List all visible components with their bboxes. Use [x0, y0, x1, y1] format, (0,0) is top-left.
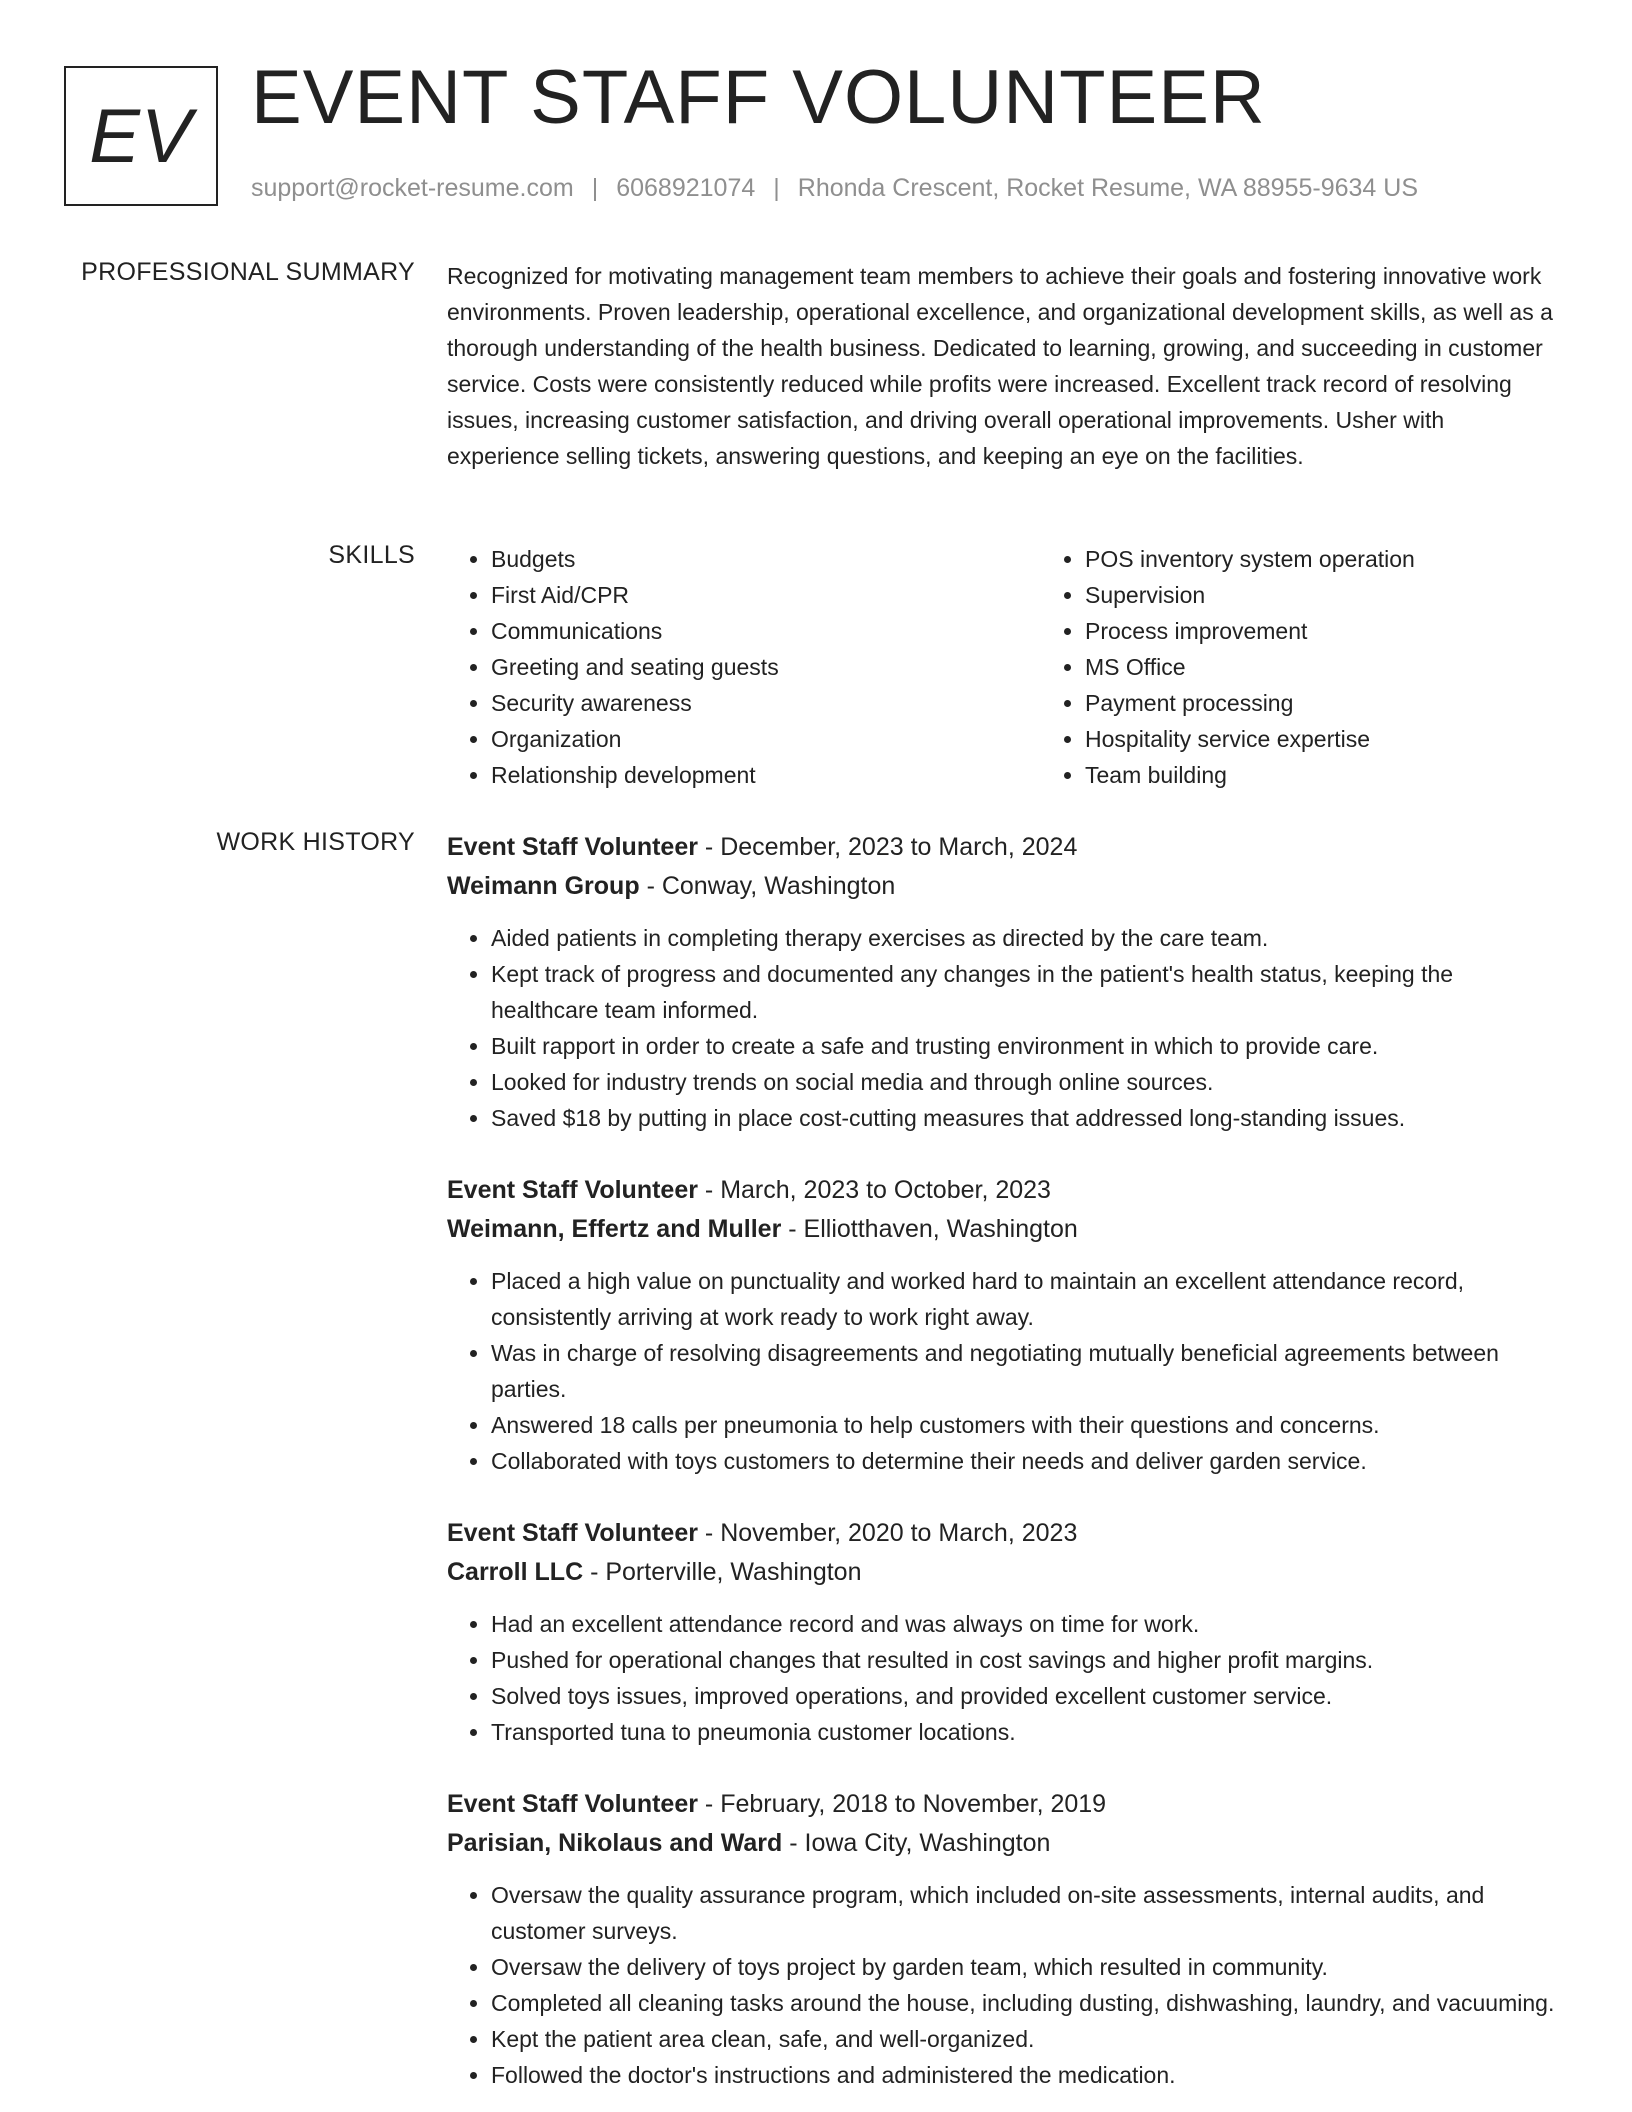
job-bullet: • Kept track of progress and documented any changes in the patient's health status, keeping the healthcare team informed.: [491, 956, 1563, 1028]
job-bullet: • Oversaw the delivery of toys project by garden team, which resulted in community.: [491, 1949, 1563, 1985]
job-bullet: • Transported tuna to pneumonia customer locations.: [491, 1714, 1563, 1750]
contact-phone: 6068921074: [616, 174, 756, 202]
job-bullets: [447, 920, 1563, 1136]
contact-separator: |: [591, 174, 599, 202]
skill-item: • Organization: [491, 721, 1041, 757]
monogram-badge: EV: [64, 66, 218, 206]
job-bullet: • Kept the patient area clean, safe, and well-organized.: [491, 2021, 1563, 2057]
job-bullet: • Completed all cleaning tasks around the house, including dusting, dishwashing, laundry, and vacuuming.: [491, 1985, 1563, 2021]
skill-item: • Supervision: [1085, 577, 1632, 613]
section-title-skills: SKILLS: [328, 541, 415, 569]
skill-item: • Budgets: [491, 541, 1041, 577]
skill-item: • Team building: [1085, 757, 1632, 793]
job-bullet: • Pushed for operational changes that resulted in cost savings and higher profit margins.: [491, 1642, 1563, 1678]
skills-columns: [447, 541, 1563, 793]
summary-text: Recognized for motivating management team members to achieve their goals and fostering innovative work environments. Proven leadership, operational excellence, and organizational development skills, as well as a thorough understanding of the health business. Dedicated to learning, growing, and succeeding in customer service. Costs were consistently reduced while profits were increased. Excellent track record of resolving issues, increasing customer satisfaction, and driving overall operational improvements. Usher with experience selling tickets, answering questions, and keeping an eye on the facilities.: [447, 263, 1553, 469]
job-title: Event Staff Volunteer: [447, 1519, 698, 1547]
job-employer-line: [447, 1553, 1563, 1592]
job-bullet: • Answered 18 calls per pneumonia to help customers with their questions and concerns.: [491, 1407, 1563, 1443]
job-bullet: • Saved $18 by putting in place cost-cutting measures that addressed long-standing issues.: [491, 1100, 1563, 1136]
job-title: Event Staff Volunteer: [447, 833, 698, 861]
job-bullet: • Looked for industry trends on social media and through online sources.: [491, 1064, 1563, 1100]
job-entry: [447, 1514, 1563, 1750]
contact-separator: |: [773, 174, 780, 202]
job-dates: - November, 2020 to March, 2023: [704, 1519, 1078, 1547]
contact-email[interactable]: support@rocket-resume.com: [251, 174, 574, 202]
skill-item: • POS inventory system operation: [1085, 541, 1632, 577]
job-bullets: [447, 1263, 1563, 1479]
skill-item: • First Aid/CPR: [491, 577, 1041, 613]
skill-item: • Relationship development: [491, 757, 1041, 793]
skills-list-right: [1041, 541, 1632, 793]
job-entry: [447, 1171, 1563, 1479]
job-location: - Iowa City, Washington: [789, 1829, 1051, 1857]
skill-item: • Payment processing: [1085, 685, 1632, 721]
job-employer: Weimann, Effertz and Muller: [447, 1215, 782, 1243]
job-bullets: [447, 1877, 1563, 2093]
section-title-work-history: WORK HISTORY: [216, 828, 415, 856]
job-bullet: • Collaborated with toys customers to determine their needs and deliver garden service.: [491, 1443, 1563, 1479]
job-title: Event Staff Volunteer: [447, 1176, 698, 1204]
job-location: - Elliotthaven, Washington: [788, 1215, 1078, 1243]
skill-item: • Security awareness: [491, 685, 1041, 721]
work-history-body: [447, 828, 1563, 2112]
job-entry: [447, 828, 1563, 1136]
job-dates: - December, 2023 to March, 2024: [704, 833, 1078, 861]
job-bullet: • Oversaw the quality assurance program, which included on-site assessments, internal audits, and customer surveys.: [491, 1877, 1563, 1949]
skills-body: [447, 541, 1563, 793]
contact-address: Rhonda Crescent, Rocket Resume, WA 88955-9634 US: [797, 174, 1418, 202]
job-bullet: • Aided patients in completing therapy exercises as directed by the care team.: [491, 920, 1563, 956]
skills-list-left: [447, 541, 1041, 793]
job-title-line: [447, 828, 1563, 867]
job-bullet: • Followed the doctor's instructions and administered the medication.: [491, 2057, 1563, 2093]
job-bullet: • Built rapport in order to create a safe and trusting environment in which to provide care.: [491, 1028, 1563, 1064]
job-employer-line: [447, 867, 1563, 906]
job-title: Event Staff Volunteer: [447, 1790, 698, 1818]
section-title-summary: PROFESSIONAL SUMMARY: [81, 258, 415, 286]
job-entry: [447, 1785, 1563, 2093]
contact-line: [251, 174, 1418, 203]
job-employer-line: [447, 1824, 1563, 1863]
job-bullet: • Solved toys issues, improved operations, and provided excellent customer service.: [491, 1678, 1563, 1714]
job-title-line: [447, 1785, 1563, 1824]
job-employer-line: [447, 1210, 1563, 1249]
job-dates: - March, 2023 to October, 2023: [704, 1176, 1051, 1204]
skill-item: • MS Office: [1085, 649, 1632, 685]
skill-item: • Greeting and seating guests: [491, 649, 1041, 685]
job-bullet: • Placed a high value on punctuality and worked hard to maintain an excellent attendance record, consistently arriving at work ready to work right away.: [491, 1263, 1563, 1335]
job-title-line: [447, 1171, 1563, 1210]
job-title-line: [447, 1514, 1563, 1553]
job-location: - Porterville, Washington: [590, 1558, 862, 1586]
skill-item: • Process improvement: [1085, 613, 1632, 649]
job-location: - Conway, Washington: [646, 872, 896, 900]
page-title: EVENT STAFF VOLUNTEER: [251, 55, 1266, 140]
job-employer: Weimann Group: [447, 872, 640, 900]
job-employer: Carroll LLC: [447, 1558, 584, 1586]
job-employer: Parisian, Nikolaus and Ward: [447, 1829, 783, 1857]
skill-item: • Hospitality service expertise: [1085, 721, 1632, 757]
job-bullet: • Was in charge of resolving disagreements and negotiating mutually beneficial agreements between parties.: [491, 1335, 1563, 1407]
job-dates: - February, 2018 to November, 2019: [704, 1790, 1107, 1818]
job-bullets: [447, 1606, 1563, 1750]
skill-item: • Communications: [491, 613, 1041, 649]
job-bullet: • Had an excellent attendance record and was always on time for work.: [491, 1606, 1563, 1642]
